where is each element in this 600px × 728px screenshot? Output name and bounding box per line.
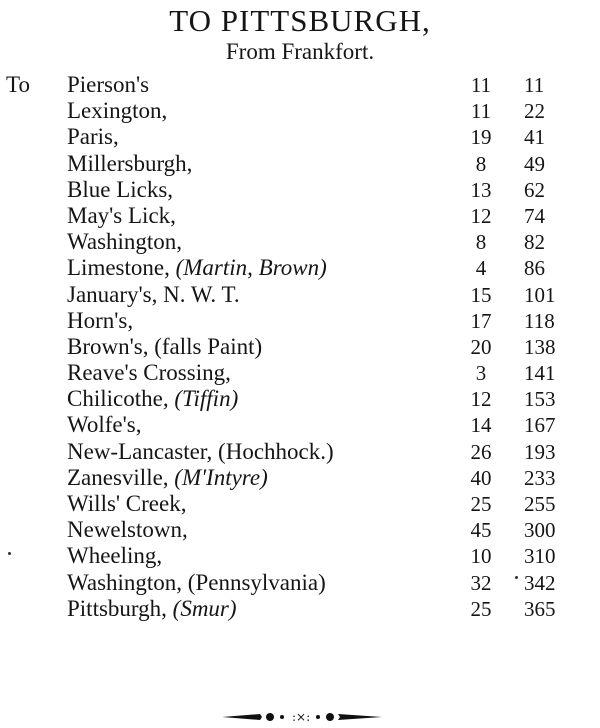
place-name: Newelstown, xyxy=(67,517,188,543)
route-total: 167 xyxy=(524,413,556,438)
route-distance: 3 xyxy=(475,361,487,386)
route-distance: 20 xyxy=(470,334,492,359)
place-name: Brown's, (falls Paint) xyxy=(67,333,263,359)
route-total: 233 xyxy=(524,465,556,490)
route-place xyxy=(67,596,237,622)
place-name: Lexington, xyxy=(67,98,168,124)
route-place xyxy=(67,543,162,569)
print-speck xyxy=(8,552,11,555)
page-subtitle: From Frankfort. xyxy=(225,39,375,64)
place-name: Blue Licks, xyxy=(67,176,174,202)
place-name: Paris, xyxy=(67,124,119,150)
route-distance: 12 xyxy=(470,203,492,228)
route-distance: 15 xyxy=(470,282,492,307)
place-name: Millersburgh, xyxy=(67,150,193,176)
route-place xyxy=(67,282,240,308)
place-name: Wheeling, xyxy=(67,543,163,569)
route-total: 138 xyxy=(524,334,556,359)
place-name: Washington, (Pennsylvania) xyxy=(67,569,326,595)
place-name: Wolfe's, xyxy=(67,412,142,438)
route-row xyxy=(0,177,600,203)
route-row xyxy=(0,517,600,543)
route-total: 22 xyxy=(524,99,545,124)
route-row xyxy=(0,334,600,360)
route-row xyxy=(0,203,600,229)
place-name: Zanesville, xyxy=(67,464,169,490)
route-total: 255 xyxy=(524,492,556,516)
route-row xyxy=(0,465,600,491)
route-total: 41 xyxy=(524,125,545,150)
route-distance: 25 xyxy=(470,492,492,516)
place-note: (Smur) xyxy=(172,595,237,621)
route-total: 365 xyxy=(524,596,556,621)
page-title: TO PITTSBURGH, xyxy=(169,3,431,38)
ornament-divider xyxy=(0,705,600,725)
route-distance: 13 xyxy=(470,177,492,202)
place-name: Limestone, xyxy=(67,255,170,281)
route-place xyxy=(67,465,268,491)
route-distance: 11 xyxy=(470,73,492,97)
route-row xyxy=(0,72,600,98)
route-row xyxy=(0,570,600,596)
route-place xyxy=(67,255,327,281)
route-total: 86 xyxy=(524,256,545,281)
place-name: January's, N. W. T. xyxy=(67,281,240,307)
route-distance: 14 xyxy=(470,413,492,438)
route-distance: 4 xyxy=(475,256,487,281)
place-name: Chilicothe, xyxy=(67,386,169,412)
print-speck xyxy=(515,576,518,579)
route-place xyxy=(67,151,192,177)
route-place xyxy=(67,517,188,543)
route-row xyxy=(0,386,600,412)
place-note: (Martin, Brown) xyxy=(175,255,327,281)
route-total: 101 xyxy=(524,282,556,307)
route-row xyxy=(0,491,600,517)
route-total: 11 xyxy=(524,73,545,97)
route-distance: 17 xyxy=(470,308,492,333)
route-row xyxy=(0,439,600,465)
route-row xyxy=(0,282,600,308)
route-table xyxy=(0,72,600,622)
route-total: 49 xyxy=(524,151,545,176)
route-place xyxy=(67,229,182,255)
route-total: 310 xyxy=(524,544,556,569)
route-distance: 26 xyxy=(470,439,492,464)
route-total: 141 xyxy=(524,361,556,386)
route-row xyxy=(0,308,600,334)
place-note: (Tiffin) xyxy=(174,386,239,412)
route-distance: 8 xyxy=(475,230,487,255)
route-row xyxy=(0,229,600,255)
place-name: Wills' Creek, xyxy=(67,491,187,516)
route-prefix: To xyxy=(6,72,30,97)
route-distance: 40 xyxy=(470,465,492,490)
route-place xyxy=(67,386,238,412)
route-row xyxy=(0,543,600,569)
place-name: Reave's Crossing, xyxy=(67,360,231,386)
route-distance: 10 xyxy=(470,544,492,569)
route-row xyxy=(0,412,600,438)
place-name: Pittsburgh, xyxy=(67,595,167,621)
route-place xyxy=(67,177,173,203)
route-place xyxy=(67,203,176,229)
route-place xyxy=(67,439,334,465)
svg-text::×:: :×: xyxy=(292,710,311,724)
route-row xyxy=(0,596,600,622)
place-name: May's Lick, xyxy=(67,202,176,228)
route-distance: 19 xyxy=(470,125,492,150)
route-place xyxy=(67,570,326,596)
route-total: 118 xyxy=(524,308,555,333)
route-total: 193 xyxy=(524,439,556,464)
place-name: Washington, xyxy=(67,229,183,255)
place-name: New-Lancaster, (Hochhock.) xyxy=(67,438,334,464)
route-distance: 12 xyxy=(470,387,492,412)
route-distance: 32 xyxy=(470,570,492,595)
route-row xyxy=(0,360,600,386)
route-place xyxy=(67,360,231,386)
route-place xyxy=(67,98,167,124)
route-total: 74 xyxy=(524,203,545,228)
route-place xyxy=(67,124,119,150)
route-row xyxy=(0,124,600,150)
route-total: 62 xyxy=(524,177,545,202)
route-total: 82 xyxy=(524,230,545,255)
route-distance: 8 xyxy=(475,151,487,176)
place-name: Horn's, xyxy=(67,307,134,333)
place-name: Pierson's xyxy=(67,72,150,97)
route-place xyxy=(67,334,262,360)
route-row xyxy=(0,255,600,281)
place-note: (M'Intyre) xyxy=(174,464,268,490)
route-row xyxy=(0,151,600,177)
route-row xyxy=(0,98,600,124)
route-total: 342 xyxy=(524,570,556,595)
route-distance: 11 xyxy=(470,99,492,124)
route-distance: 45 xyxy=(470,518,492,543)
route-distance: 25 xyxy=(470,596,492,621)
route-place xyxy=(67,412,141,438)
route-total: 153 xyxy=(524,387,556,412)
route-place xyxy=(67,491,186,517)
route-place xyxy=(67,72,149,98)
route-place xyxy=(67,308,133,334)
route-total: 300 xyxy=(524,518,556,543)
